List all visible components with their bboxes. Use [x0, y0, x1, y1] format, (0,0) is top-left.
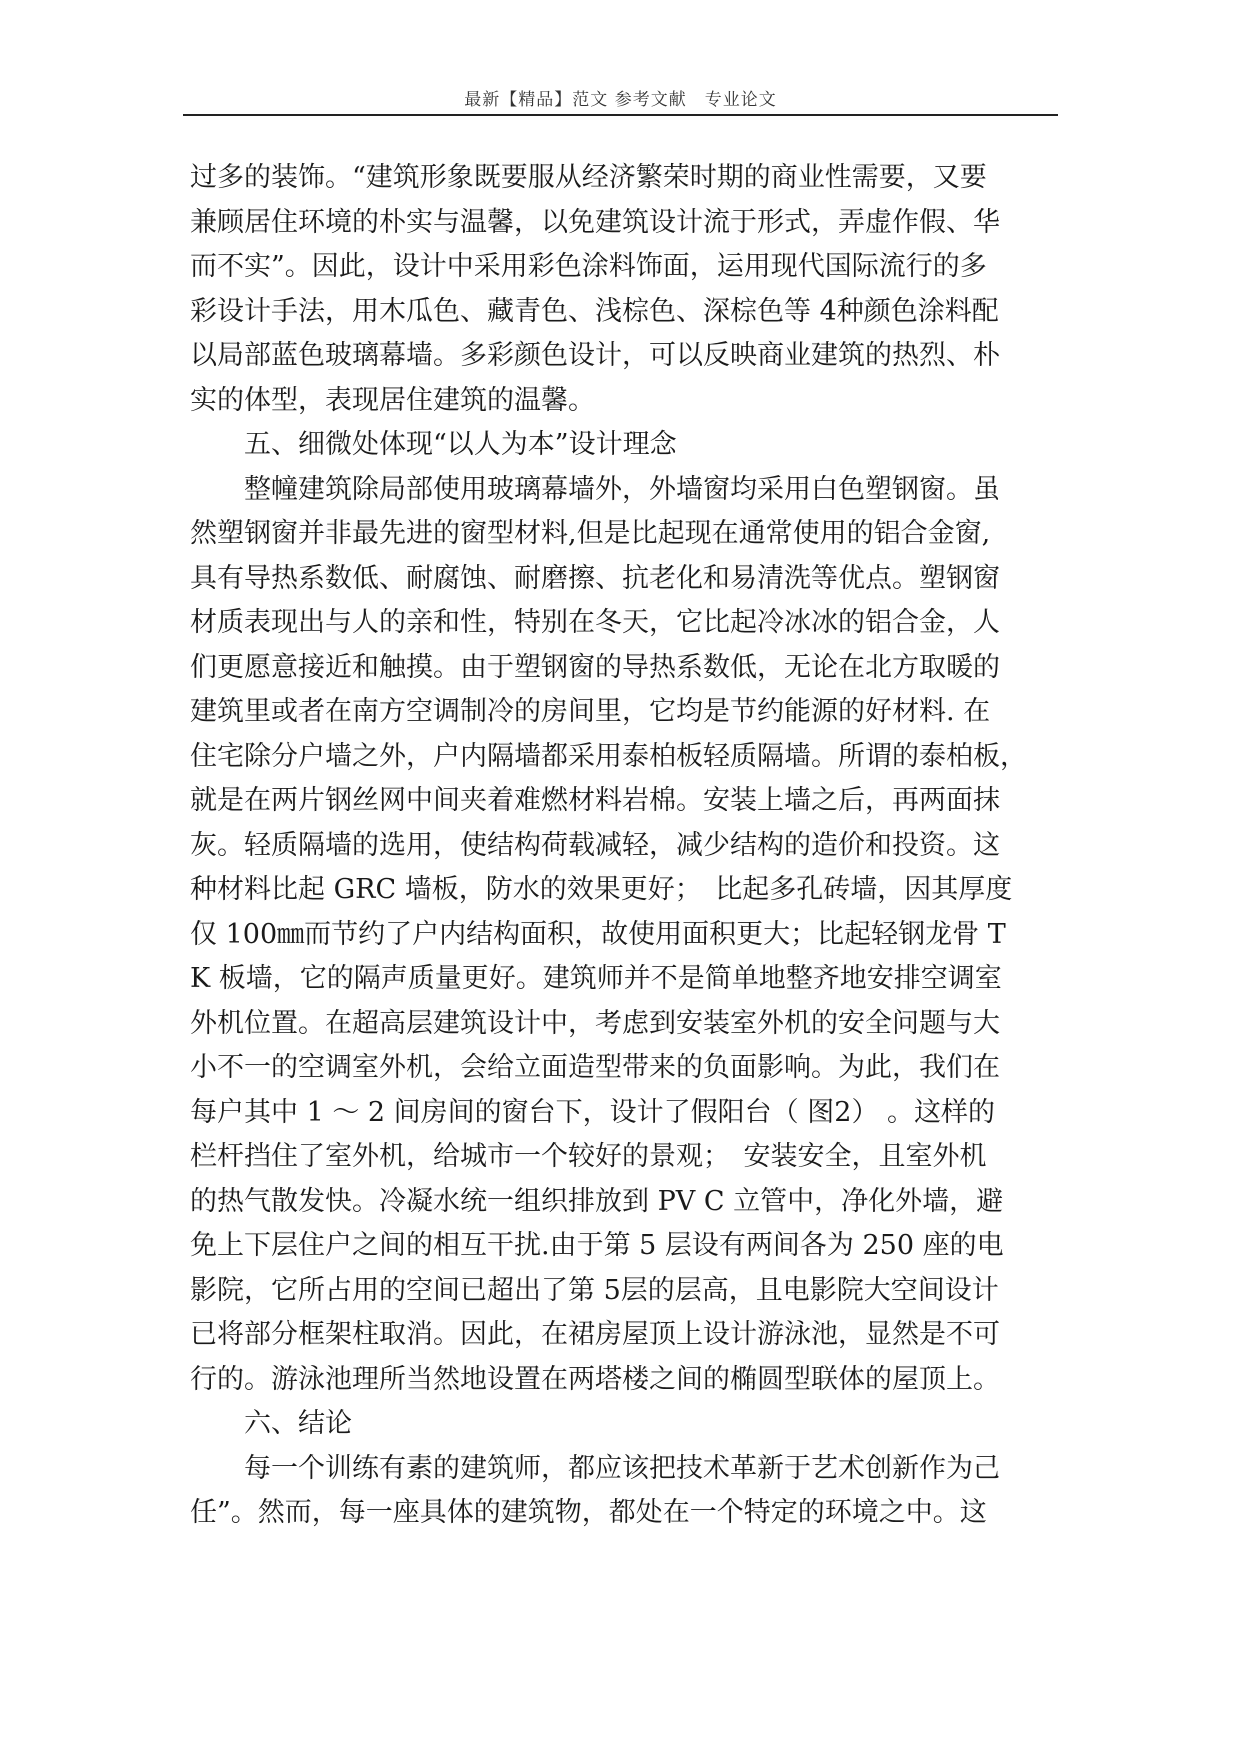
text-line: K 板墙，它的隔声质量更好。建筑师并不是简单地整齐地安排空调室 [190, 963, 1002, 994]
text-line: 免上下层住户之间的相互干扰.由于第 5 层设有两间各为 250 座的电 [190, 1230, 1004, 1261]
page-header: 最新【精品】范文 参考文献 专业论文 [464, 90, 777, 110]
document-body [190, 156, 1052, 1536]
section-heading: 六、结论 [244, 1408, 352, 1439]
paragraph-first-line: 整幢建筑除局部使用玻璃幕墙外，外墙窗均采用白色塑钢窗。虽 [244, 473, 1000, 505]
text-line: 已将部分框架柱取消。因此，在裙房屋顶上设计游泳池，显然是不可 [190, 1319, 1000, 1350]
text-line: 仅 100㎜而节约了户内结构面积，故使用面积更大；比起轻钢龙骨 T [190, 918, 1006, 950]
text-line: 建筑里或者在南方空调制冷的房间里，它均是节约能源的好材料. 在 [190, 696, 991, 727]
text-line: 行的。游泳池理所当然地设置在两塔楼之间的椭圆型联体的屋顶上。 [190, 1363, 1000, 1395]
text-line: 兼顾居住环境的朴实与温馨，以免建筑设计流于形式，弄虚作假、华 [190, 206, 1000, 238]
header-rule [183, 114, 1058, 116]
text-line: 然塑钢窗并非最先进的窗型材料,但是比起现在通常使用的铝合金窗, [190, 518, 991, 549]
text-line: 外机位置。在超高层建筑设计中，考虑到安装室外机的安全问题与大 [190, 1007, 1000, 1039]
text-line: 的热气散发快。冷凝水统一组织排放到 PV C 立管中，净化外墙，避 [190, 1185, 1004, 1217]
text-line: 就是在两片钢丝网中间夹着难燃材料岩棉。安装上墙之后，再两面抹 [190, 785, 1000, 816]
text-line: 小不一的空调室外机，会给立面造型带来的负面影响。为此，我们在 [190, 1052, 1000, 1083]
text-line: 种材料比起 GRC 墙板，防水的效果更好； 比起多孔砖墙，因其厚度 [190, 874, 1013, 905]
text-line: 每户其中 1 ～ 2 间房间的窗台下，设计了假阳台（ 图2） 。这样的 [190, 1096, 996, 1128]
text-line: 任”。然而，每一座具体的建筑物，都处在一个特定的环境之中。这 [190, 1497, 987, 1528]
text-line: 材质表现出与人的亲和性，特别在冬天，它比起冷冰冰的铝合金，人 [190, 607, 1000, 638]
text-line: 住宅除分户墙之外，户内隔墙都采用泰柏板轻质隔墙。所谓的泰柏板， [190, 740, 1027, 772]
text-line: 具有导热系数低、耐腐蚀、耐磨擦、抗老化和易清洗等优点。塑钢窗 [190, 562, 1000, 594]
text-line: 过多的装饰。“建筑形象既要服从经济繁荣时期的商业性需要，又要 [190, 162, 987, 193]
paragraph-first-line: 每一个训练有素的建筑师，都应该把技术革新于艺术创新作为己 [244, 1452, 1000, 1484]
text-line: 灰。轻质隔墙的选用，使结构荷载减轻，减少结构的造价和投资。这 [190, 829, 1000, 861]
text-line: 们更愿意接近和触摸。由于塑钢窗的导热系数低，无论在北方取暖的 [190, 651, 1000, 683]
text-line: 而不实”。因此，设计中采用彩色涂料饰面，运用现代国际流行的多 [190, 251, 987, 282]
text-line: 实的体型，表现居住建筑的温馨。 [190, 384, 595, 416]
text-line: 栏杆挡住了室外机，给城市一个较好的景观； 安装安全，且室外机 [190, 1141, 987, 1172]
text-line: 彩设计手法，用木瓜色、藏青色、浅棕色、深棕色等 4种颜色涂料配 [190, 295, 999, 327]
text-line: 影院，它所占用的空间已超出了第 5层的层高，且电影院大空间设计 [190, 1274, 999, 1306]
section-heading: 五、细微处体现“以人为本”设计理念 [244, 429, 677, 460]
text-line: 以局部蓝色玻璃幕墙。多彩颜色设计，可以反映商业建筑的热烈、朴 [190, 340, 1000, 371]
